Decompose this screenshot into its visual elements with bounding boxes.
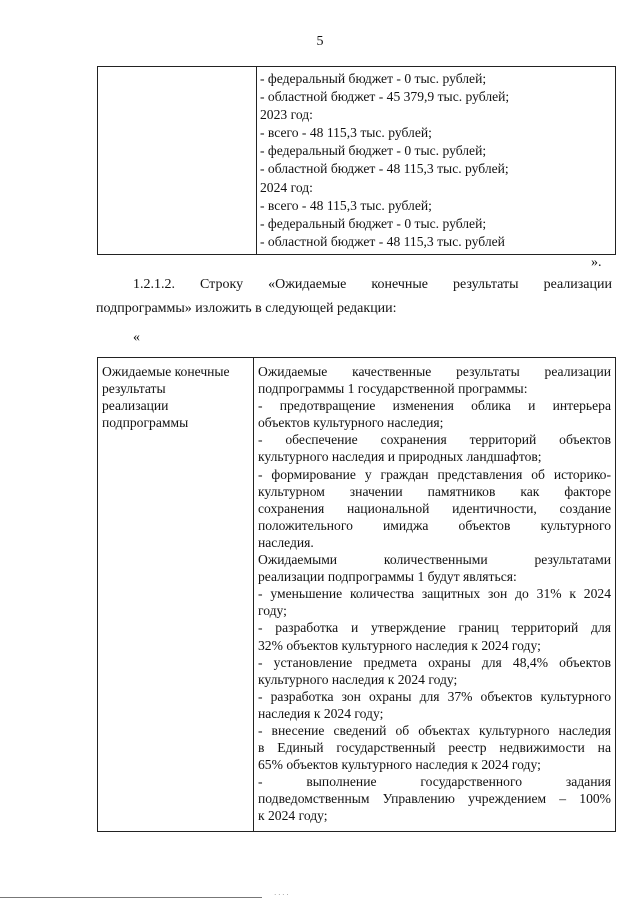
footer-divider xyxy=(0,897,262,898)
result-line: Ожидаемые качественные результаты реализации xyxy=(258,364,611,379)
result-line: культурном значении памятников как факторе xyxy=(258,483,611,499)
result-line: - уменьшение количества защитных зон до 31% к 2024 xyxy=(258,586,611,602)
result-line: - установление предмета охраны для 48,4% объектов xyxy=(258,654,611,670)
empty-label-cell xyxy=(98,67,257,255)
table-row xyxy=(98,358,616,832)
row-label-line: подпрограммы xyxy=(102,415,189,431)
result-line: положительного имиджа объектов культурного xyxy=(258,517,611,533)
result-line: 65% объектов культурного наследия к 2024 году; xyxy=(258,757,541,773)
funding-line: - областной бюджет - 48 115,3 тыс. рублей; xyxy=(260,161,509,177)
expected-results-cell xyxy=(254,358,616,832)
opening-quote: « xyxy=(133,330,140,345)
result-line: - внесение сведений об объектах культурного наследия xyxy=(258,722,611,738)
result-line: наследия к 2024 году; xyxy=(258,705,384,721)
closing-quote: ». xyxy=(591,255,602,270)
result-line: 32% объектов культурного наследия к 2024 году; xyxy=(258,637,541,653)
result-line: году; xyxy=(258,603,287,619)
funding-line: - всего - 48 115,3 тыс. рублей; xyxy=(260,197,432,213)
funding-table-continuation xyxy=(97,66,616,255)
funding-line: - федеральный бюджет - 0 тыс. рублей; xyxy=(260,215,487,231)
result-line: культурного наследия к 2024 году; xyxy=(258,671,458,687)
result-line: - разработка и утверждение границ территорий для xyxy=(258,620,611,636)
funding-line: - областной бюджет - 45 379,9 тыс. рублей; xyxy=(260,89,510,105)
funding-line: - всего - 48 115,3 тыс. рублей; xyxy=(260,125,432,141)
result-line: Ожидаемыми количественными результатами xyxy=(258,552,611,568)
paragraph-line-1: 1.2.1.2. Строку «Ожидаемые конечные результаты реализации xyxy=(133,277,612,292)
result-line: наследия. xyxy=(258,534,314,550)
result-line: - формирование у граждан представления об историко- xyxy=(258,466,611,482)
funding-line: - федеральный бюджет - 0 тыс. рублей; xyxy=(260,143,487,159)
row-label-cell xyxy=(98,358,254,832)
result-line: в Единый государственный реестр недвижимости на xyxy=(258,740,611,756)
row-label-line: результаты xyxy=(102,381,166,397)
funding-lines-cell xyxy=(257,67,616,255)
expected-results-table xyxy=(97,357,616,832)
row-label-line: Ожидаемые конечные xyxy=(102,364,230,379)
funding-line: - областной бюджет - 48 115,3 тыс. рублей xyxy=(260,233,505,249)
result-line: реализации подпрограммы 1 будут являться: xyxy=(258,569,517,585)
amendment-paragraph xyxy=(96,273,612,321)
funding-line: 2024 год: xyxy=(260,179,313,195)
page-number: 5 xyxy=(316,34,324,49)
result-line: - разработка зон охраны для 37% объектов культурного xyxy=(258,688,611,704)
result-line: - выполнение государственного задания xyxy=(258,774,611,790)
result-line: подпрограммы 1 государственной программы: xyxy=(258,381,528,397)
row-label-line: реализации xyxy=(102,398,169,414)
funding-line: - федеральный бюджет - 0 тыс. рублей; xyxy=(260,71,487,86)
result-line: к 2024 году; xyxy=(258,808,328,824)
result-line: сохранения национальной идентичности, создание xyxy=(258,500,611,516)
result-line: подведомственным Управлению учреждением – 100% xyxy=(258,791,611,807)
result-line: - предотвращение изменения облика и интерьера xyxy=(258,398,611,414)
table-row xyxy=(98,67,616,255)
paragraph-line-2: подпрограммы» изложить в следующей редакции: xyxy=(96,301,397,316)
funding-line: 2023 год: xyxy=(260,107,313,123)
result-line: - обеспечение сохранения территорий объектов xyxy=(258,432,611,448)
footer-mark: · · · · xyxy=(274,891,289,899)
result-line: объектов культурного наследия; xyxy=(258,415,444,431)
result-line: культурного наследия и природных ландшафтов; xyxy=(258,449,542,465)
